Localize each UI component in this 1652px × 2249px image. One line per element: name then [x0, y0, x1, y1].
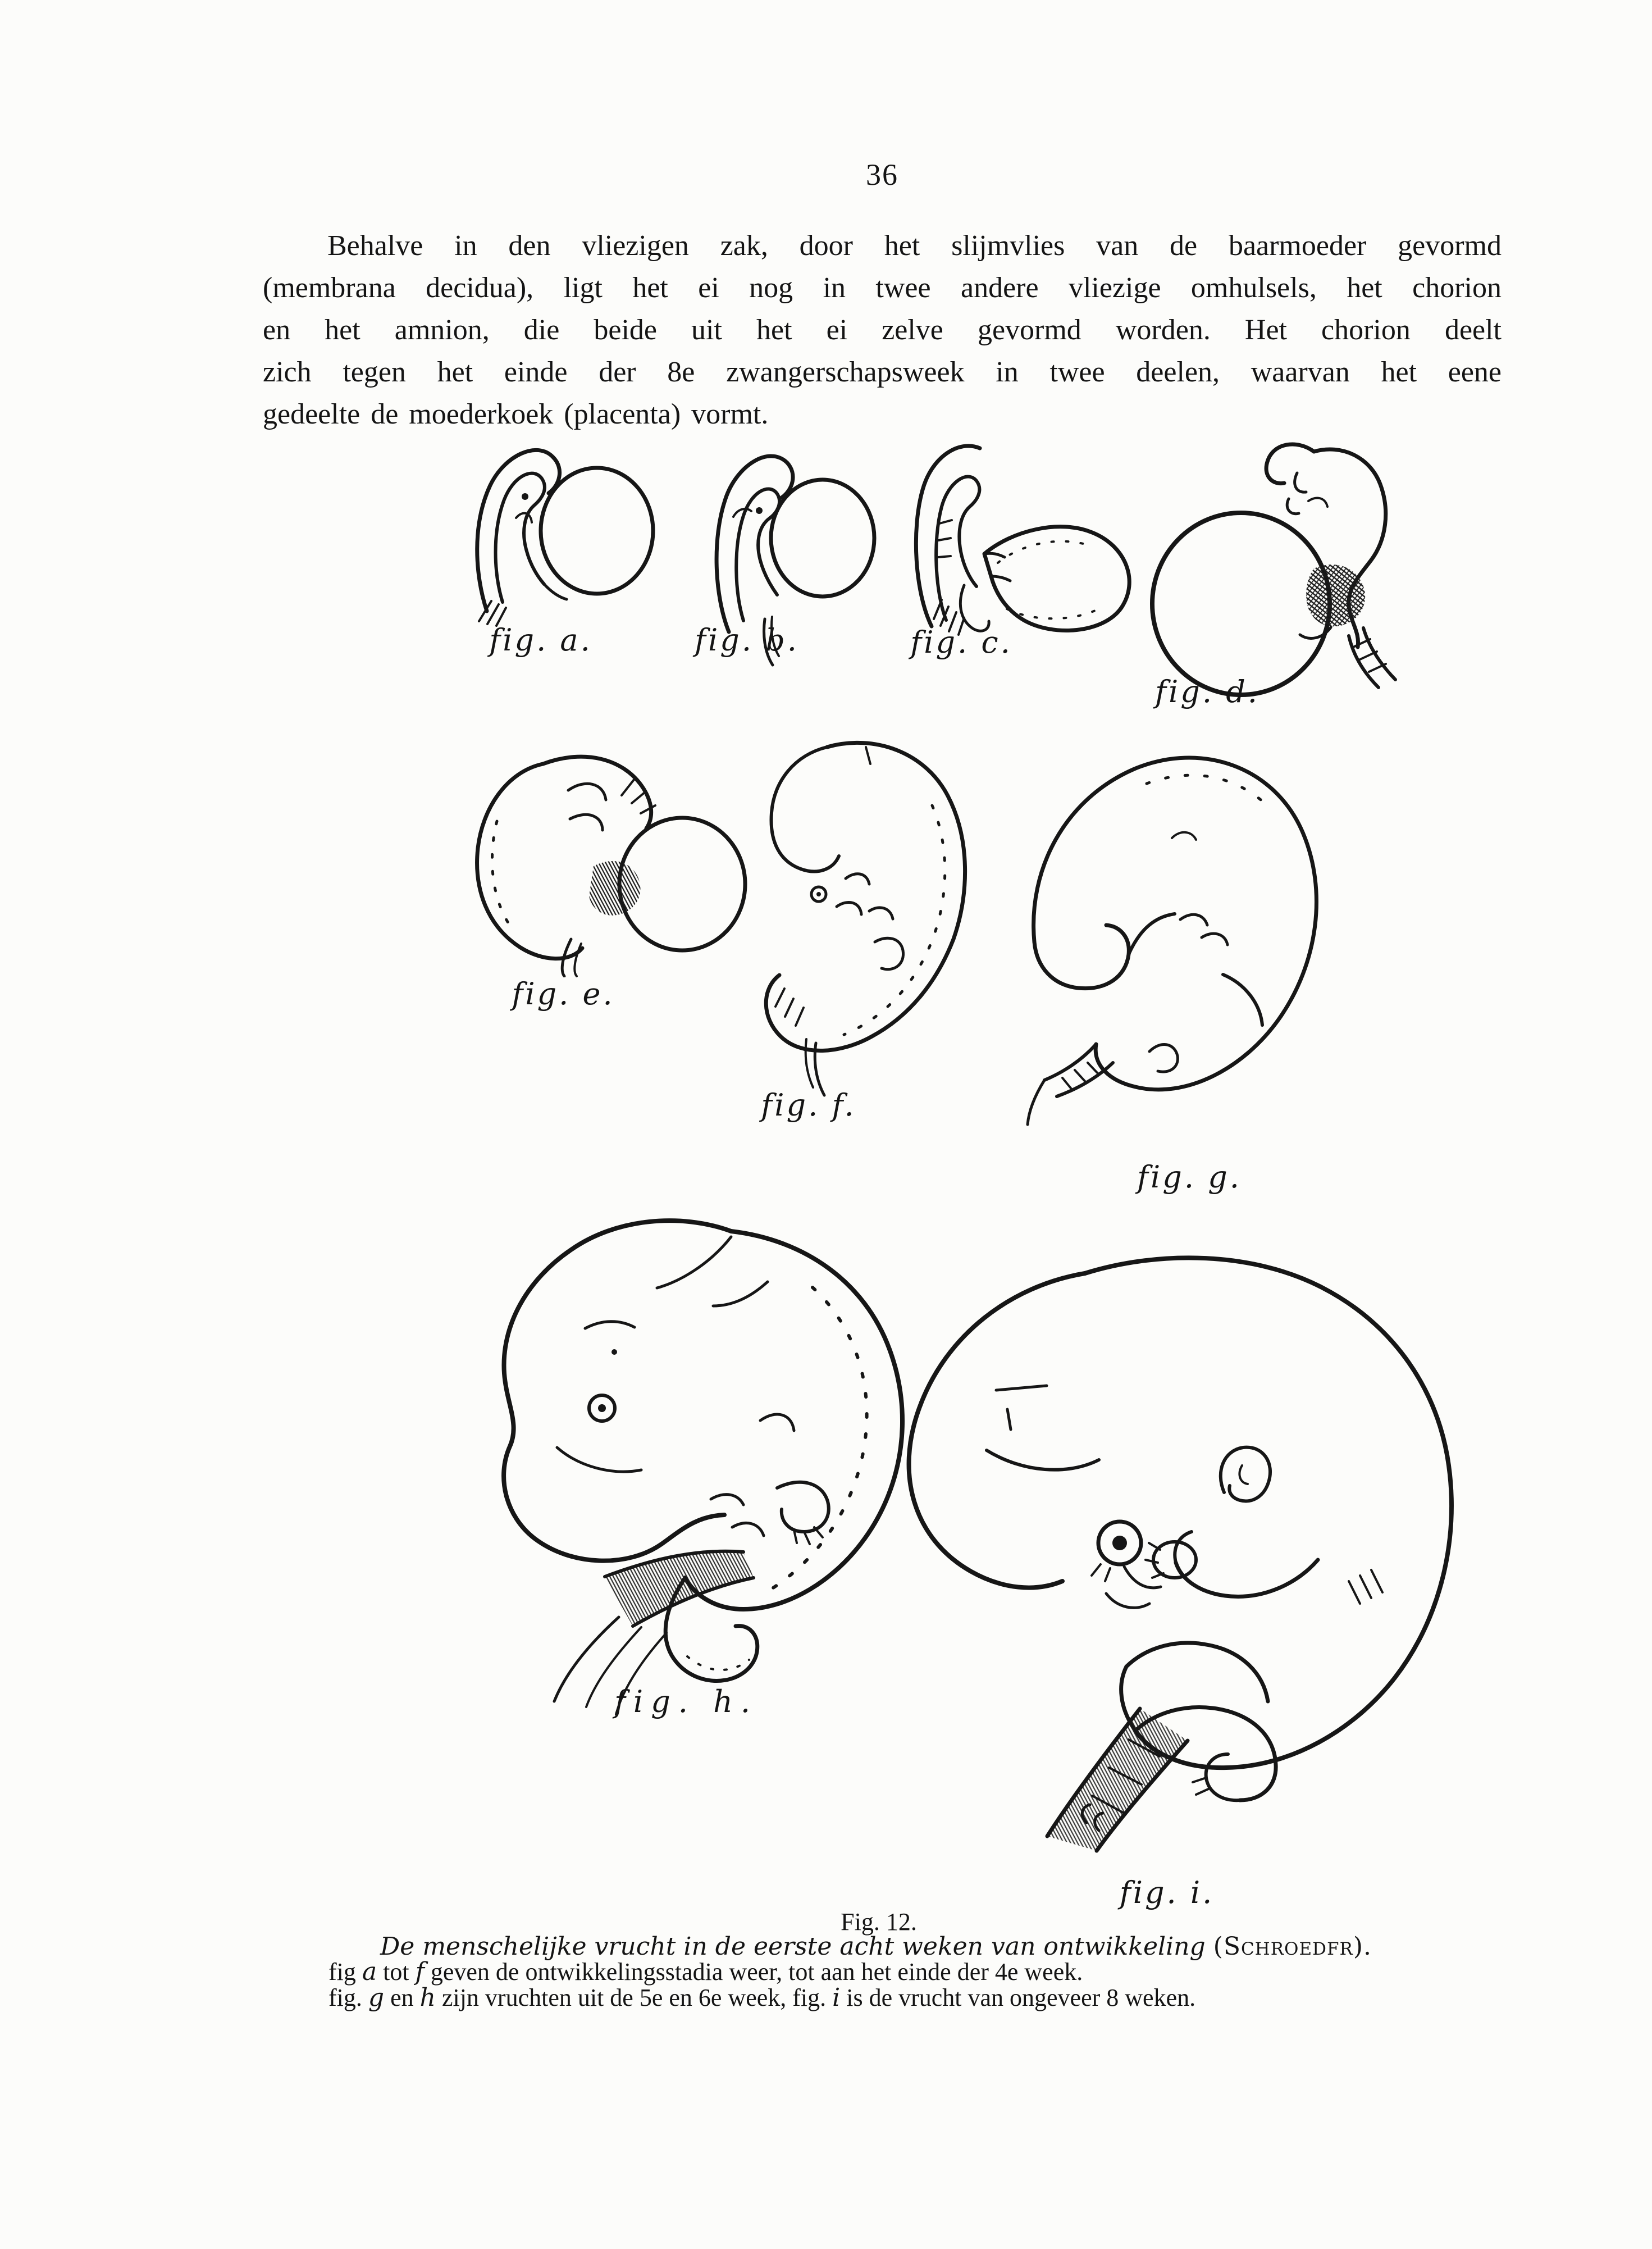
caption-text-part: f	[415, 1957, 425, 1986]
paragraph-line: Behalve in den vliezigen zak, door het slijmvlies van de baarmoeder gevormd	[327, 230, 1502, 262]
fig-f-embryo-drawing	[699, 725, 1019, 1112]
caption-title-text: De menschelijke vrucht in de eerste acht weken van ontwikkeling	[380, 1932, 1213, 1961]
page-number: 36	[866, 158, 898, 192]
caption-title	[380, 1932, 1372, 1961]
paragraph-line: (membrana decidua), ligt het ei nog in twee andere vliezige omhulsels, het chorion	[263, 272, 1502, 304]
paragraph-line: gedeelte de moederkoek (placenta) vormt.	[263, 398, 769, 430]
fig-h-label: fig. h.	[614, 1684, 759, 1719]
fig-a-label: fig. a.	[489, 622, 592, 658]
caption-figure-number: Fig. 12.	[841, 1908, 917, 1936]
caption-text-part: zijn vruchten uit de 5e en 6e week, fig.	[435, 1984, 833, 2011]
caption-text-part: g	[368, 1983, 385, 2012]
caption-author-close: ).	[1353, 1932, 1372, 1961]
caption-text-part: en	[384, 1984, 420, 2011]
caption-text-part: a	[362, 1957, 377, 1986]
fig-f-label: fig. f.	[761, 1087, 856, 1123]
caption-detail-lines	[328, 1959, 1195, 2011]
caption-text-part: tot	[377, 1958, 416, 1986]
caption-text-part: fig.	[328, 1984, 368, 2011]
fig-h-embryo-drawing	[416, 1182, 927, 1733]
fig-i-fetus-drawing	[859, 1199, 1595, 1862]
body-paragraph	[263, 225, 1502, 435]
caption-author-paren: (	[1213, 1932, 1224, 1961]
caption-text-part: geven de ontwikkelingsstadia weer, tot aan het einde der 4e week.	[424, 1958, 1083, 1986]
paragraph-line: zich tegen het einde der 8e zwangerschapsweek in twee deelen, waarvan het eene	[263, 356, 1502, 388]
fig-i-label: fig. i.	[1119, 1875, 1215, 1910]
fig-c-label: fig. c.	[910, 625, 1012, 660]
caption-line-3	[328, 1985, 1195, 2011]
fig-b-label: fig. b.	[695, 622, 799, 658]
caption-text-part: is de vrucht van ongeveer 8 weken.	[840, 1984, 1196, 2011]
paragraph-line: en het amnion, die beide uit het ei zelve gevormd worden. Het chorion deelt	[263, 314, 1502, 346]
fig-e-label: fig. e.	[512, 976, 615, 1012]
caption-text-part: h	[419, 1983, 436, 2012]
fig-d-embryo-drawing	[1126, 427, 1452, 708]
caption-text-part: i	[832, 1983, 841, 2012]
caption-author: Schroedfr	[1223, 1932, 1353, 1961]
fig-d-label: fig. d.	[1155, 674, 1259, 709]
fig-c-embryo-drawing	[884, 432, 1165, 652]
fig-g-label: fig. g.	[1137, 1159, 1242, 1195]
caption-text-part: fig	[328, 1958, 362, 1986]
caption-line-2	[328, 1959, 1195, 1985]
fig-a-embryo-drawing	[458, 432, 665, 629]
fig-g-embryo-drawing	[977, 733, 1342, 1132]
